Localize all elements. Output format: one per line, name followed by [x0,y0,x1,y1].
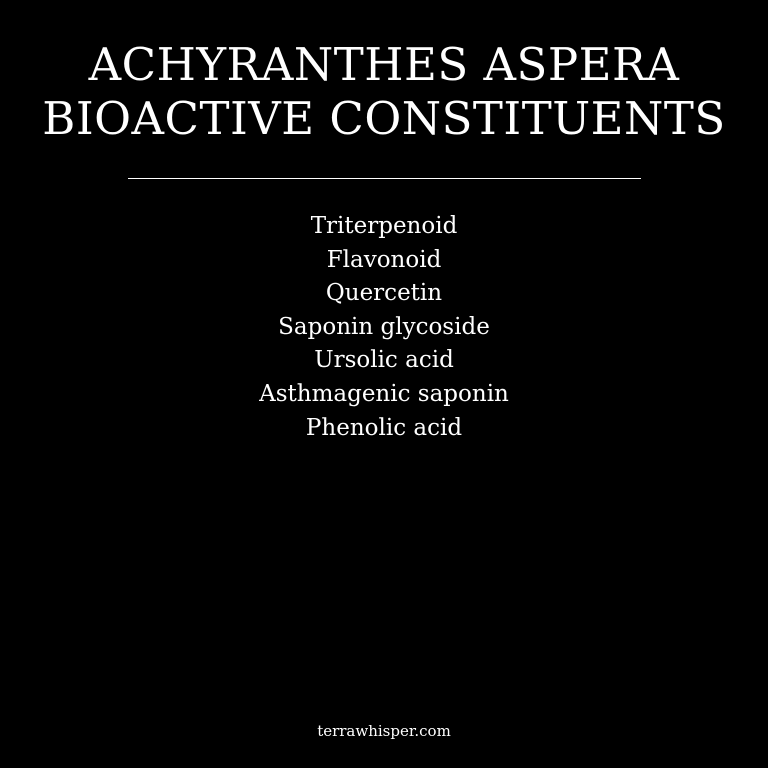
list-item: Saponin glycoside [278,313,490,340]
footer-site-label: terrawhisper.com [317,722,451,740]
list-item: Ursolic acid [314,347,454,374]
list-item: Quercetin [325,280,443,307]
constituents-list [0,210,768,445]
title-line-1: ACHYRANTHES ASPERA [88,38,680,91]
list-item: Flavonoid [326,246,442,273]
list-item: Triterpenoid [310,213,458,239]
title-divider [128,178,641,179]
list-item: Asthmagenic saponin [259,380,509,407]
list-item: Phenolic acid [305,414,463,441]
page-title [0,38,768,146]
title-line-2: BIOACTIVE CONSTITUENTS [42,92,726,145]
